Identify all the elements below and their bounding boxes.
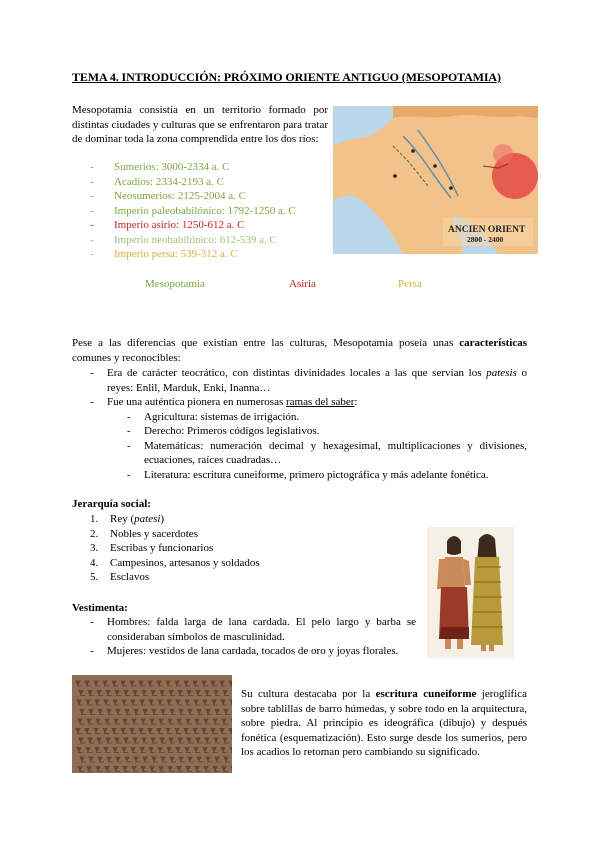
mesopotamian-figures-image	[427, 527, 514, 658]
legend-mesopotamia: Mesopotamia	[145, 278, 205, 290]
civilization-item: - Imperio paleobabilónico: 1792-1250 a. C	[90, 204, 296, 217]
map-title: ANCIEN ORIENT	[448, 225, 526, 235]
hierarchy-item: 2. Nobles y sacerdotes	[90, 527, 198, 540]
civilization-item: - Imperio neobabilónico: 612-539 a. C	[90, 233, 277, 246]
legend-asiria: Asiria	[289, 278, 316, 290]
civilization-item: - Sumerios: 3000-2334 a. C	[90, 161, 230, 173]
ancient-orient-map	[333, 106, 538, 254]
hierarchy-item: 3. Escribas y funcionarios	[90, 542, 214, 554]
hierarchy-item: 5. Esclavos	[90, 571, 150, 583]
sub-list	[90, 410, 527, 483]
writing-paragraph: Su cultura destacaba por la escritura cuneiforme jeroglífica sobre tablillas de barro húmedas, y sobre todo en la arquitectura, sobre piedra. Al principio es ideográfica (dibujo) y después fonética (esquematización). Esto surge desde los sumerios, pero los acadios lo retoman pero cambiando su significado.	[241, 688, 527, 758]
sub-list-item: - Matemáticas: numeración decimal y hexagesimal, multiplicaciones y divisiones, ecuaciones, raíces cuadradas…	[127, 439, 527, 466]
hierarchy-item: 4. Campesinos, artesanos y soldados	[90, 556, 260, 569]
sub-list-item: - Derecho: Primeros códigos legislativos.	[127, 425, 320, 437]
list-item: - Hombres: falda larga de lana cardada. El pelo largo y barba se consideraban símbolos de masculinidad.	[90, 616, 416, 643]
list-item: - Era de carácter teocrático, con distintas divinidades locales a las que servían los patesis o reyes: Enlil, Marduk, Enki, Inanna…	[90, 367, 527, 394]
civilization-item: - Neosumerios: 2125-2004 a. C	[90, 190, 246, 202]
legend-persa: Persa	[398, 278, 422, 290]
clothing-heading: Vestimenta:	[72, 602, 128, 614]
page-title: TEMA 4. INTRODUCCIÓN: PRÓXIMO ORIENTE ANTIGUO (MESOPOTAMIA)	[72, 70, 501, 84]
civilization-item: - Imperio persa: 539-312 a. C	[90, 248, 238, 260]
hierarchy-list	[90, 512, 390, 585]
clothing-list	[90, 615, 416, 659]
features-list	[90, 366, 527, 482]
sub-list-item: - Agricultura: sistemas de irrigación.	[127, 410, 300, 423]
civilization-item: - Imperio asirio: 1250-612 a. C	[90, 219, 245, 231]
features-paragraph: Pese a las diferencias que existían entre las culturas, Mesopotamia poseía unas características comunes y reconocibles:	[72, 337, 527, 364]
intro-paragraph: Mesopotamia consistía en un territorio formado por distintas ciudades y culturas que se enfrentaron para tratar de dominar toda la zona comprendida entre los dos ríos:	[72, 104, 328, 145]
cuneiform-tablet-image	[72, 675, 232, 773]
list-item: - Mujeres: vestidos de lana cardada, tocados de oro y joyas florales.	[90, 645, 399, 657]
civilization-item: - Acadios: 2334-2193 a. C	[90, 175, 224, 188]
sub-list-item: - Literatura: escritura cuneiforme, primero pictográfica y más adelante fonética.	[127, 468, 489, 481]
hierarchy-item: 1. Rey (patesi)	[90, 513, 165, 525]
hierarchy-heading: Jerarquía social:	[72, 498, 151, 510]
map-subtitle: 2800 - 2400	[467, 235, 504, 244]
list-item: - Fue una auténtica pionera en numerosas ramas del saber:	[90, 396, 358, 408]
